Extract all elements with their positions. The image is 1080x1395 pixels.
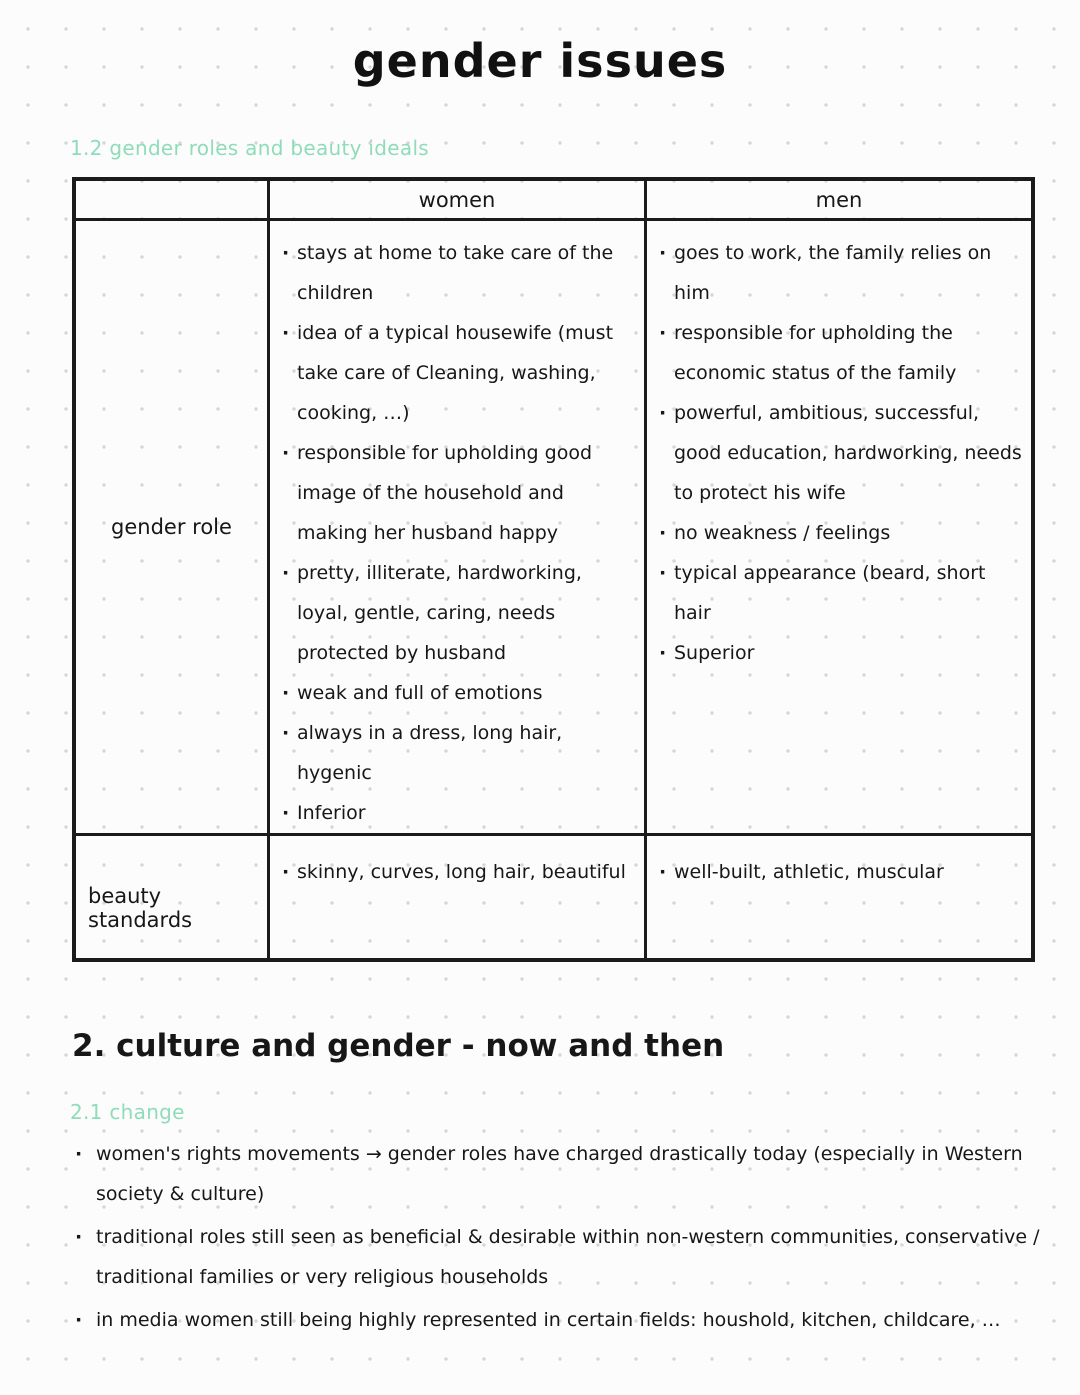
bullet-text: women's rights movements → gender roles have charged drastically today (especially in Western society & culture) (96, 1143, 1023, 1205)
bullet-text: weak and full of emotions (297, 682, 543, 704)
section-2-notes (70, 1134, 1072, 1343)
bullet-text: powerful, ambitious, successful, good education, hardworking, needs to protect his wife (674, 402, 1022, 504)
bullet-text: always in a dress, long hair, hygenic (297, 722, 563, 784)
section-2-1-label: 2.1 change (70, 1100, 185, 1124)
note-bullet (280, 233, 638, 313)
note-bullet (657, 313, 1025, 393)
bullet-text: responsible for upholding the economic status of the family (674, 322, 957, 384)
page-title: gender issues (352, 34, 728, 88)
note-bullet (70, 1217, 1072, 1297)
bullet-text: skinny, curves, long hair, beautiful (297, 861, 626, 883)
note-bullet (657, 393, 1025, 513)
bullet-text: in media women still being highly represented in certain fields: houshold, kitchen, childcare, … (96, 1309, 1001, 1331)
note-bullet (657, 233, 1025, 313)
bullet-text: typical appearance (beard, short hair (674, 562, 986, 624)
bullet-text: idea of a typical housewife (must take care of Cleaning, washing, cooking, …) (297, 322, 614, 424)
note-bullet (657, 553, 1025, 633)
column-header-men: men (647, 181, 1031, 221)
bullet-text: Superior (674, 642, 755, 664)
note-bullet (280, 313, 638, 433)
page-title-row (0, 34, 1080, 88)
bullet-text: traditional roles still seen as beneficial & desirable within non-western communities, conservative / traditional families or very religious households (96, 1226, 1040, 1288)
note-bullet (280, 852, 638, 892)
section-2-heading (72, 1028, 724, 1064)
note-bullet (280, 673, 638, 713)
bullet-text: no weakness / feelings (674, 522, 891, 544)
beauty-standards-women-cell (270, 836, 647, 958)
beauty-standards-men-cell (647, 836, 1031, 958)
gender-role-men-cell (647, 221, 1031, 836)
bullet-text: responsible for upholding good image of the household and making her husband happy (297, 442, 593, 544)
table-corner-cell (76, 181, 270, 221)
section-2-heading-text: 2. culture and gender - now and then (72, 1028, 725, 1064)
note-bullet (657, 513, 1025, 553)
note-bullet (280, 713, 638, 793)
bullet-text: pretty, illiterate, hardworking, loyal, gentle, caring, needs protected by husband (297, 562, 582, 664)
section-1-2-label: 1.2 gender roles and beauty ideals (70, 136, 430, 160)
bullet-text: goes to work, the family relies on him (674, 242, 992, 304)
gender-role-women-cell (270, 221, 647, 836)
note-bullet (280, 433, 638, 553)
bullet-text: stays at home to take care of the children (297, 242, 614, 304)
comparison-table (72, 177, 1035, 962)
note-bullet (657, 852, 1025, 892)
note-bullet (70, 1300, 1072, 1340)
row-label-beauty-standards: beauty standards (76, 836, 270, 958)
note-bullet (280, 793, 638, 833)
column-header-women: women (270, 181, 647, 221)
row-label-gender-role: gender role (76, 221, 270, 836)
note-bullet (280, 553, 638, 673)
bullet-text: well-built, athletic, muscular (674, 861, 944, 883)
note-bullet (657, 633, 1025, 673)
note-bullet (70, 1134, 1072, 1214)
bullet-text: Inferior (297, 802, 366, 824)
